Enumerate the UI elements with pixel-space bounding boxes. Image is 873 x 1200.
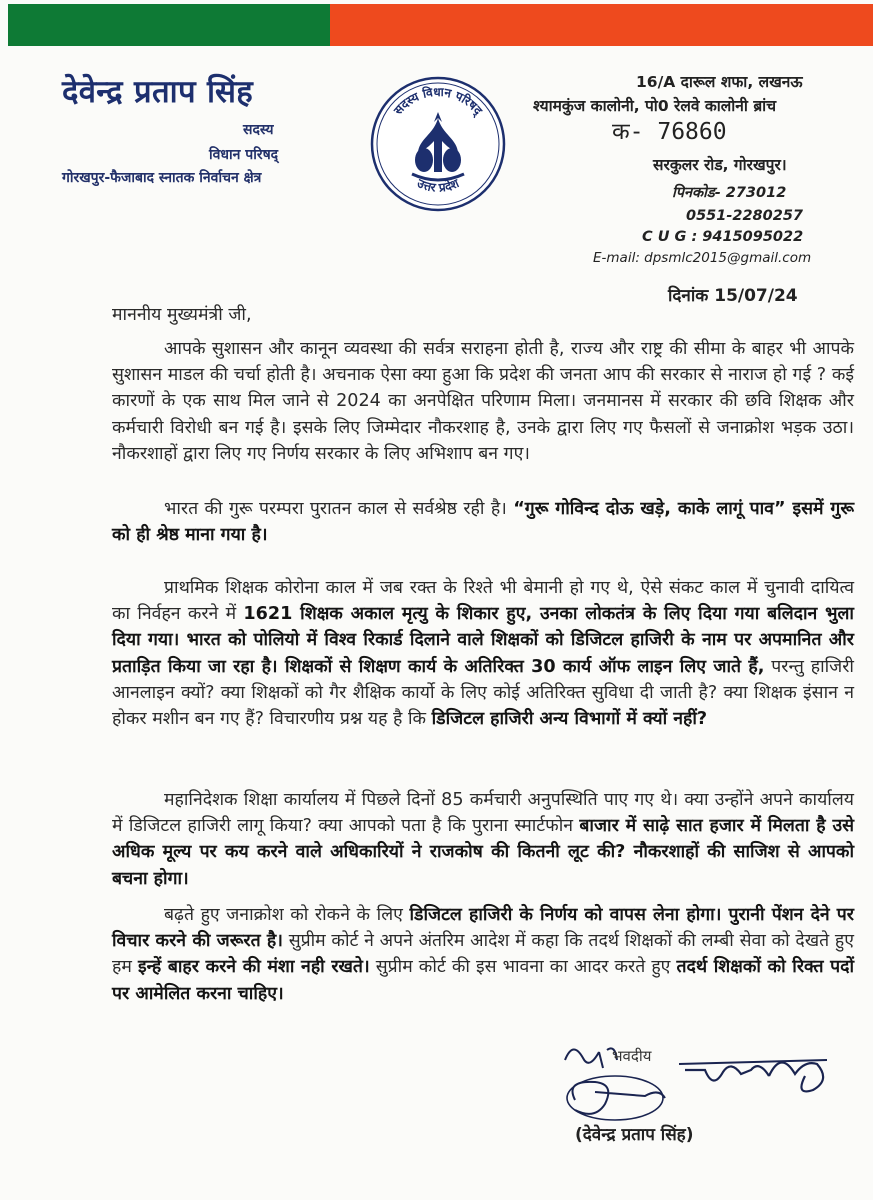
sender-designation: सदस्य [243, 122, 274, 138]
paragraph-3-bold-b: डिजिटल हाजिरी अन्य विभागों में क्यों नहीं? [431, 709, 708, 730]
paragraph-5-text-a: बढ़ते हुए जनाक्रोश को रोकने के लिए [164, 905, 410, 925]
letter-date: दिनांक 15/07/24 [668, 286, 798, 306]
paragraph-5-bold-c: तदर्थ शिक्षकों को रिक्त पदों पर आमेलित करना चाहिए। [112, 957, 855, 1004]
address-line-4: सरकुलर रोड, गोरखपुर। [653, 156, 787, 174]
seal-top-text: सदस्य विधान परिषद् [390, 84, 486, 118]
paragraph-4-bold: बाजार में साढ़े सात हजार में मिलता है उसे अधिक मूल्य पर कय करने वाले अधिकारियों ने राजकोष की कितनी लूट की? नौकरशाहों की साजिश से आपको बचना होगा। [112, 816, 854, 889]
sender-name: देवेन्द्र प्रताप सिंह [62, 74, 254, 110]
closing-word: भवदीय [612, 1047, 652, 1065]
paragraph-3 [112, 575, 854, 732]
phone-number: 0551-2280257 [686, 208, 803, 224]
cug-number: C U G : 9415095022 [642, 229, 804, 245]
paragraph-5 [112, 902, 854, 1007]
paragraph-5-text-b: सुप्रीम कोर्ट ने अपने अंतरिम आदेश में कहा कि तदर्थ शिक्षकों की लम्बी सेवा को देखते हुए हम [112, 931, 854, 978]
address-line-2: श्यामकुंज कालोनी, पो0 रेलवे कालोनी ब्रांच [533, 97, 777, 115]
signatory-name: (देवेन्द्र प्रताप सिंह) [575, 1125, 694, 1145]
paragraph-3-text-b: परन्तु हाजिरी आनलाइन क्यों? क्या शिक्षकों को गैर शैक्षिक कार्यो के लिए कोई अतिरिक्त सुविधा दी जाती है? क्या शिक्षक इंसान न होकर मशीन बन गए हैं? विचारणीय प्रश्न यह है कि [112, 656, 854, 730]
address-line-1: 16/A दारूल शफा, लखनऊ [636, 73, 803, 91]
sender-council: विधान परिषद् [209, 147, 279, 163]
paragraph-4 [112, 787, 854, 892]
header-band-green [8, 4, 330, 46]
address-line-3: क- 76860 [612, 119, 727, 145]
paragraph-2-text: भारत की गुरू परम्परा पुरातन काल से सर्वश्रेष्ठ रही है। [164, 499, 514, 519]
sender-constituency: गोरखपुर-फैजाबाद स्नातक निर्वाचन क्षेत्र [62, 170, 262, 186]
paragraph-5-bold-b: इन्हें बाहर करने की मंशा नही रखते। [137, 957, 370, 978]
email-address: E-mail: dpsmlc2015@gmail.com [593, 250, 812, 266]
handwritten-signature [555, 1030, 855, 1130]
paragraph-1 [112, 336, 854, 467]
header-band-orange [330, 4, 873, 46]
council-seal-logo [368, 74, 508, 214]
paragraph-3-text-a: प्राथमिक शिक्षक कोरोना काल में जब रक्त के रिश्ते भी बेमानी हो गए थे, ऐसे संकट काल में चुनावी दायित्व का निर्वहन करने में [112, 578, 854, 625]
seal-bottom-text: उत्तर प्रदेश [414, 176, 462, 195]
paragraph-5-text-c: सुप्रीम कोर्ट की इस भावना का आदर करते हुए [369, 957, 677, 978]
paragraph-2-quote: “गुरू गोविन्द दोऊ खड़े, काके लागूं पाव” इसमें गुरू को ही श्रेष्ठ माना गया है। [112, 499, 854, 546]
paragraph-4-text: महानिदेशक शिक्षा कार्यालय में पिछले दिनों 85 कर्मचारी अनुपस्थिति पाए गए थे। क्या उन्होंने अपने कार्यालय में डिजिटल हाजिरी लागू किया? क्या आपको पता है कि पुराना स्मार्टफोन [112, 790, 854, 837]
salutation: माननीय मुख्यमंत्री जी, [112, 305, 252, 325]
paragraph-1-text: आपके सुशासन और कानून व्यवस्था की सर्वत्र सराहना होती है, राज्य और राष्ट्र की सीमा के बाहर भी आपके सुशासन माडल की चर्चा होती है। अचनाक ऐसा क्या हुआ कि प्रदेश की जनता आप की सरकार से नाराज हो गई ? कई कारणों के एक साथ मिल जाने से 2024 का अनपेक्षित परिणाम मिला। जनमानस में सरकार की छवि शिक्षक और कर्मचारी विरोधी बन गई है। इसके लिए जिम्मेदार नौकरशाह है, उनके द्वारा लिए गए फैसलों से जनाक्रोश भड़क उठा। नौकरशाहों द्वारा लिए गए निर्णय सरकार के लिए अभिशाप बन गए। [112, 339, 854, 464]
paragraph-2 [112, 496, 854, 548]
paragraph-5-bold-a: डिजिटल हाजिरी के निर्णय को वापस लेना होगा। पुरानी पेंशन देने पर विचार करने की जरूरत है। [112, 905, 854, 952]
pincode: पिनकोड- 273012 [672, 185, 787, 201]
paragraph-3-bold-a: 1621 शिक्षक अकाल मृत्यु के शिकार हुए, उनका लोकतंत्र के लिए दिया गया बलिदान भुला दिया गया। भारत को पोलियो में विश्व रिकार्ड दिलाने वाले शिक्षकों को डिजिटल हाजिरी के नाम पर अपमानित और प्रताड़ित किया जा रहा है। शिक्षकों से शिक्षण कार्य के अतिरिक्त 30 कार्य ऑफ लाइन लिए जाते हैं, [112, 604, 854, 677]
